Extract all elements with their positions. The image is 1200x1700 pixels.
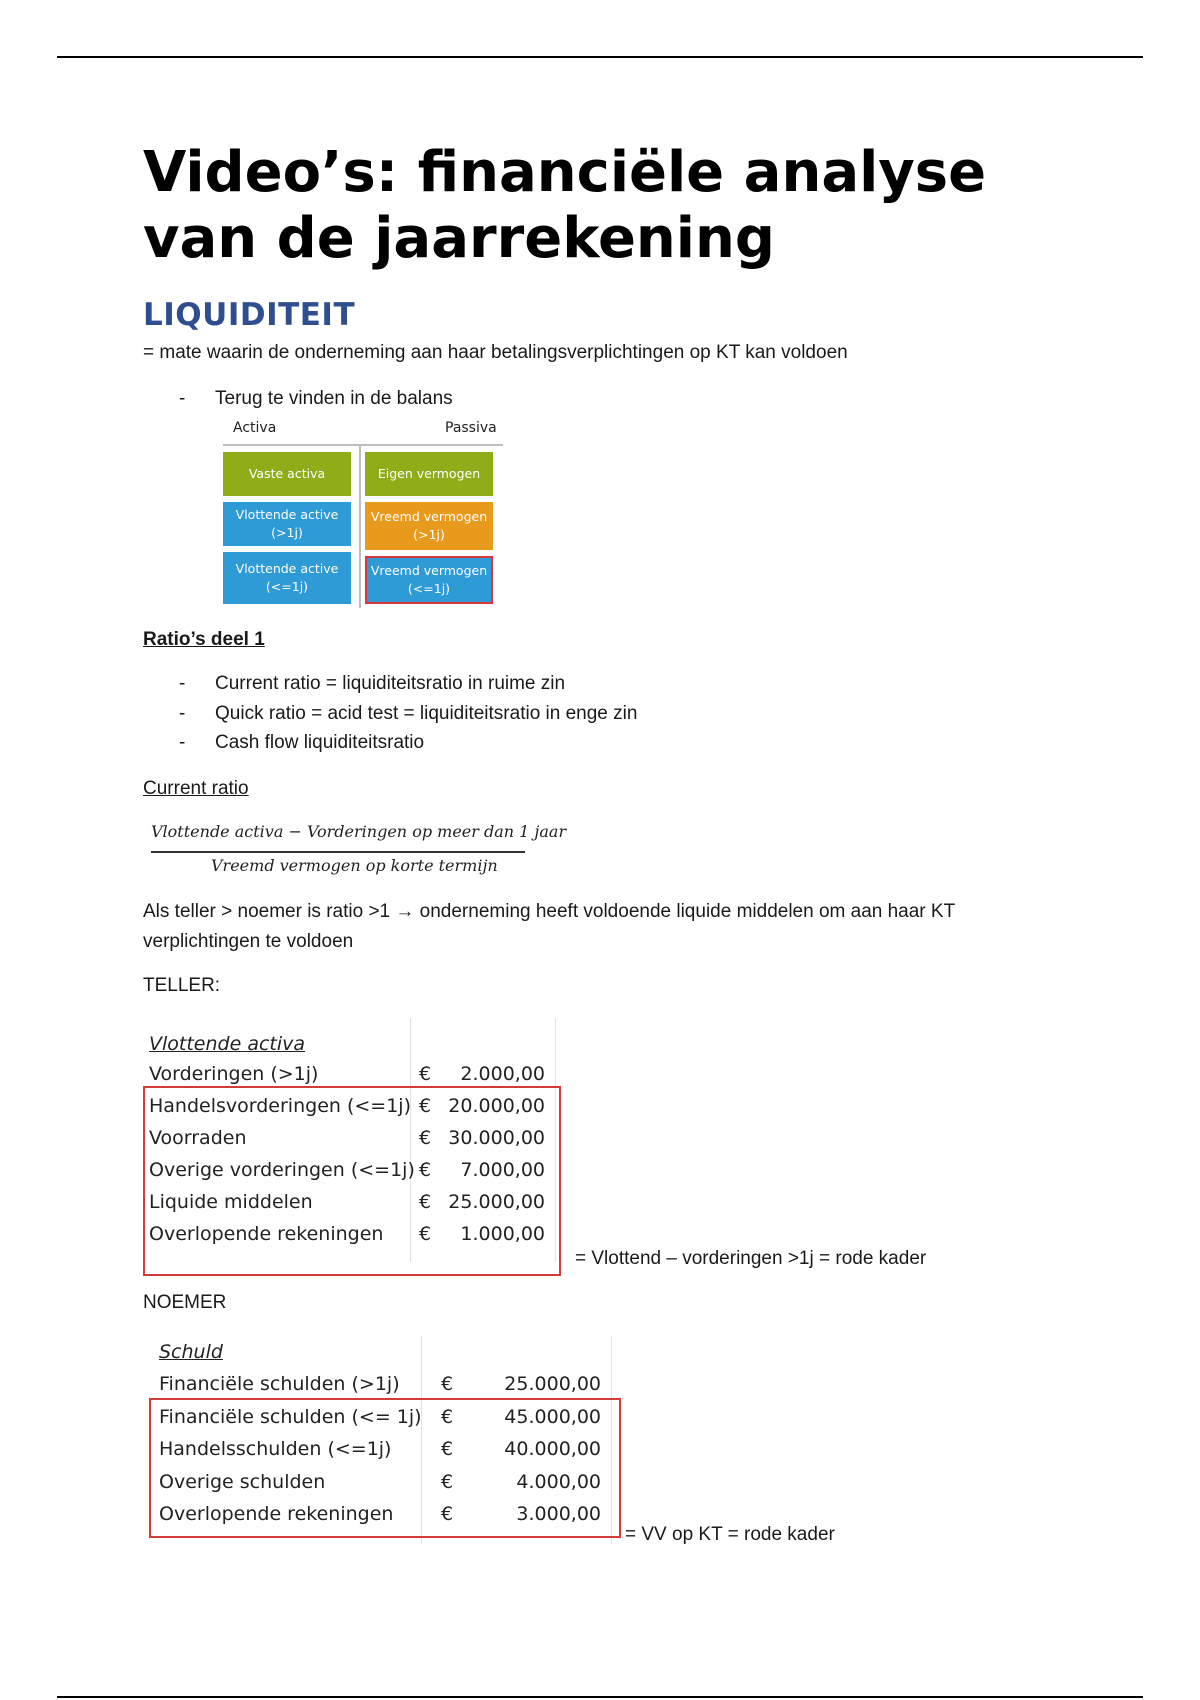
current-ratio-heading: Current ratio <box>143 778 249 799</box>
row-amount: 45.000,00 <box>504 1406 601 1428</box>
ratio-item-1 <box>179 669 565 699</box>
page-title: Video’s: financiële analyse van de jaarrekening <box>143 140 987 271</box>
table-header: Schuld <box>159 1341 223 1363</box>
block-vreemd-vermogen-short: Vreemd vermogen (<=1j) <box>365 556 493 604</box>
row-currency: € <box>441 1406 454 1428</box>
diagram-divider-horizontal <box>223 444 503 446</box>
block-vreemd-vermogen-long: Vreemd vermogen (>1j) <box>365 502 493 550</box>
row-amount: 25.000,00 <box>448 1191 545 1213</box>
row-amount: 1.000,00 <box>460 1223 545 1245</box>
row-name: Voorraden <box>149 1127 247 1149</box>
formula-numerator: Vlottende activa − Vorderingen op meer dan 1 jaar <box>151 822 567 841</box>
block-vlottende-active-short: Vlottende active (<=1j) <box>223 552 351 604</box>
fraction-bar <box>151 851 525 853</box>
row-amount: 25.000,00 <box>504 1373 601 1395</box>
bullet-balans-text: Terug te vinden in de balans <box>215 388 453 409</box>
row-name: Overlopende rekeningen <box>149 1223 384 1245</box>
row-name: Liquide middelen <box>149 1191 313 1213</box>
row-currency: € <box>441 1438 454 1460</box>
bullet-dash: - <box>179 388 186 409</box>
ratio-item-text: Cash flow liquiditeitsratio <box>215 732 425 753</box>
section-heading: LIQUIDITEIT <box>143 297 356 333</box>
bottom-rule <box>57 1696 1143 1698</box>
ratios-heading: Ratio’s deel 1 <box>143 629 265 650</box>
ratio-item-2 <box>179 699 637 729</box>
table-header-row <box>151 1336 621 1368</box>
noemer-label: NOEMER <box>143 1292 227 1313</box>
definition-text: = mate waarin de onderneming aan haar betalingsverplichtingen op KT kan voldoen <box>143 342 848 363</box>
bullet-dash: - <box>179 732 186 753</box>
bullet-dash: - <box>179 703 186 724</box>
row-amount: 30.000,00 <box>448 1127 545 1149</box>
teller-label: TELLER: <box>143 975 221 996</box>
row-currency: € <box>441 1471 454 1493</box>
ratio-item-text: Quick ratio = acid test = liquiditeitsratio in enge zin <box>215 703 638 724</box>
bullet-balans <box>179 384 453 414</box>
row-name: Financiële schulden (>1j) <box>159 1373 400 1395</box>
row-name: Overige schulden <box>159 1471 326 1493</box>
noemer-table <box>151 1336 621 1546</box>
activa-label: Activa <box>233 420 277 436</box>
passiva-label: Passiva <box>445 420 497 436</box>
red-frame <box>143 1086 561 1276</box>
formula-denominator: Vreemd vermogen op korte termijn <box>211 856 498 875</box>
red-frame <box>149 1398 621 1538</box>
table-header-row <box>143 1028 573 1060</box>
ratio-item-text: Current ratio = liquiditeitsratio in ruime zin <box>215 673 566 694</box>
row-amount: 3.000,00 <box>516 1503 601 1525</box>
explanation-line-1: Als teller > noemer is ratio >1 → onderneming heeft voldoende liquide middelen om aan haar KT <box>143 901 956 922</box>
block-eigen-vermogen: Eigen vermogen <box>365 452 493 496</box>
explanation-line-2: verplichtingen te voldoen <box>143 931 354 952</box>
block-vaste-activa: Vaste activa <box>223 452 351 496</box>
row-name: Vorderingen (>1j) <box>149 1063 319 1085</box>
ratio-item-3 <box>179 728 424 758</box>
row-amount: 20.000,00 <box>448 1095 545 1117</box>
row-currency: € <box>419 1159 432 1181</box>
table-row <box>151 1368 621 1400</box>
top-rule <box>57 56 1143 58</box>
bullet-dash: - <box>179 673 186 694</box>
row-name: Handelsschulden (<=1j) <box>159 1438 392 1460</box>
row-name: Overlopende rekeningen <box>159 1503 394 1525</box>
row-amount: 2.000,00 <box>460 1063 545 1085</box>
teller-table <box>143 1018 573 1264</box>
balance-sheet-diagram <box>223 420 503 610</box>
row-currency: € <box>419 1095 432 1117</box>
row-name: Overige vorderingen (<=1j) <box>149 1159 415 1181</box>
row-currency: € <box>441 1373 454 1395</box>
table-header: Vlottende activa <box>149 1033 306 1055</box>
row-name: Handelsvorderingen (<=1j) <box>149 1095 411 1117</box>
diagram-divider-vertical <box>359 446 361 608</box>
row-amount: 7.000,00 <box>460 1159 545 1181</box>
row-name: Financiële schulden (<= 1j) <box>159 1406 422 1428</box>
row-currency: € <box>419 1223 432 1245</box>
row-amount: 40.000,00 <box>504 1438 601 1460</box>
row-currency: € <box>419 1127 432 1149</box>
row-currency: € <box>441 1503 454 1525</box>
teller-note: = Vlottend – vorderingen >1j = rode kader <box>575 1248 927 1269</box>
row-currency: € <box>419 1063 432 1085</box>
noemer-note: = VV op KT = rode kader <box>625 1524 835 1545</box>
block-vlottende-active-long: Vlottende active (>1j) <box>223 502 351 546</box>
row-amount: 4.000,00 <box>516 1471 601 1493</box>
row-currency: € <box>419 1191 432 1213</box>
